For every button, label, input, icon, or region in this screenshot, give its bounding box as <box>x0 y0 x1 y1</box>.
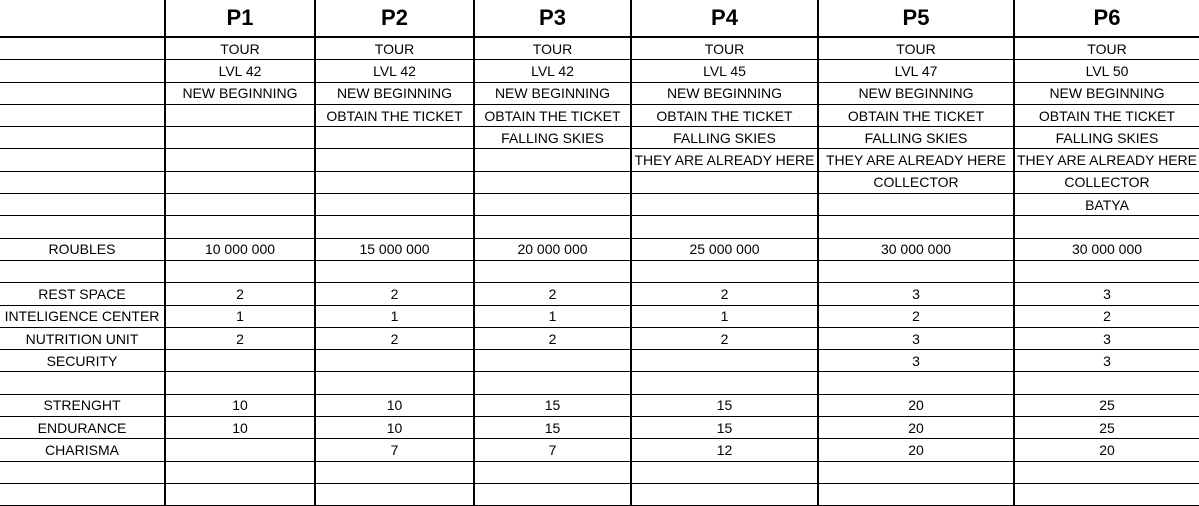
value-cell <box>315 216 474 238</box>
value-cell: 15 <box>631 394 818 416</box>
value-cell: 1 <box>631 305 818 327</box>
value-cell: 15 <box>631 417 818 439</box>
value-cell <box>165 260 315 282</box>
value-cell <box>631 171 818 193</box>
value-cell: 3 <box>1014 283 1199 305</box>
value-cell: THEY ARE ALREADY HERE <box>631 149 818 171</box>
value-cell: 2 <box>631 327 818 349</box>
value-cell: 2 <box>315 283 474 305</box>
value-cell: 1 <box>315 305 474 327</box>
value-cell <box>165 149 315 171</box>
value-cell <box>474 216 631 238</box>
value-cell: 3 <box>1014 350 1199 372</box>
value-cell: 30 000 000 <box>818 238 1014 260</box>
value-cell <box>631 483 818 505</box>
value-cell: 20 <box>818 417 1014 439</box>
value-cell: 15 <box>474 394 631 416</box>
value-cell: 3 <box>818 327 1014 349</box>
value-cell <box>1014 260 1199 282</box>
value-cell: NEW BEGINNING <box>631 82 818 104</box>
value-cell <box>165 350 315 372</box>
row-label: NUTRITION UNIT <box>0 327 165 349</box>
value-cell: TOUR <box>474 37 631 60</box>
value-cell <box>165 483 315 505</box>
value-cell <box>474 483 631 505</box>
value-cell <box>474 461 631 483</box>
blank-row <box>0 372 1199 394</box>
blank-row <box>0 216 1199 238</box>
row-label <box>0 171 165 193</box>
row-label <box>0 149 165 171</box>
value-cell <box>1014 216 1199 238</box>
value-cell: 2 <box>474 283 631 305</box>
quest-row <box>0 104 1199 126</box>
value-cell: 2 <box>1014 305 1199 327</box>
row-label: REST SPACE <box>0 283 165 305</box>
row-label: ROUBLES <box>0 238 165 260</box>
value-cell: LVL 42 <box>165 60 315 82</box>
value-cell <box>165 461 315 483</box>
row-label: STRENGHT <box>0 394 165 416</box>
value-cell: 2 <box>818 305 1014 327</box>
value-cell: THEY ARE ALREADY HERE <box>818 149 1014 171</box>
value-cell: LVL 42 <box>474 60 631 82</box>
value-cell: 12 <box>631 439 818 461</box>
value-cell: FALLING SKIES <box>631 127 818 149</box>
value-cell <box>315 171 474 193</box>
value-cell: 15 <box>474 417 631 439</box>
hideout-row <box>0 327 1199 349</box>
value-cell: OBTAIN THE TICKET <box>631 104 818 126</box>
value-cell: 3 <box>818 350 1014 372</box>
value-cell: 20 <box>1014 439 1199 461</box>
value-cell: FALLING SKIES <box>474 127 631 149</box>
value-cell <box>474 350 631 372</box>
value-cell: 2 <box>631 283 818 305</box>
value-cell <box>165 216 315 238</box>
value-cell: 25 000 000 <box>631 238 818 260</box>
blank-row <box>0 260 1199 282</box>
value-cell: TOUR <box>315 37 474 60</box>
value-cell: 15 000 000 <box>315 238 474 260</box>
value-cell: 20 <box>818 394 1014 416</box>
value-cell <box>165 372 315 394</box>
row-label <box>0 461 165 483</box>
value-cell: BATYA <box>1014 194 1199 216</box>
row-label <box>0 60 165 82</box>
value-cell: 10 <box>315 417 474 439</box>
quest-row <box>0 149 1199 171</box>
value-cell: 3 <box>1014 327 1199 349</box>
value-cell <box>631 194 818 216</box>
value-cell <box>1014 372 1199 394</box>
column-header: P3 <box>474 0 631 37</box>
blank-row <box>0 461 1199 483</box>
value-cell <box>818 461 1014 483</box>
row-label <box>0 260 165 282</box>
column-header: P5 <box>818 0 1014 37</box>
row-label: INTELIGENCE CENTER <box>0 305 165 327</box>
value-cell: 7 <box>474 439 631 461</box>
row-label: CHARISMA <box>0 439 165 461</box>
hideout-row <box>0 305 1199 327</box>
row-label <box>0 37 165 60</box>
value-cell <box>631 260 818 282</box>
value-cell: LVL 42 <box>315 60 474 82</box>
value-cell: NEW BEGINNING <box>474 82 631 104</box>
value-cell <box>315 127 474 149</box>
value-cell <box>315 350 474 372</box>
row-label <box>0 82 165 104</box>
value-cell <box>631 216 818 238</box>
value-cell <box>631 350 818 372</box>
row-label <box>0 104 165 126</box>
value-cell <box>631 372 818 394</box>
quest-row <box>0 127 1199 149</box>
value-cell <box>315 260 474 282</box>
skill-row <box>0 417 1199 439</box>
value-cell: OBTAIN THE TICKET <box>1014 104 1199 126</box>
value-cell <box>474 372 631 394</box>
roubles-row <box>0 238 1199 260</box>
value-cell: COLLECTOR <box>818 171 1014 193</box>
value-cell: COLLECTOR <box>1014 171 1199 193</box>
value-cell <box>631 461 818 483</box>
row-label <box>0 372 165 394</box>
value-cell: 3 <box>818 283 1014 305</box>
value-cell: FALLING SKIES <box>818 127 1014 149</box>
value-cell: OBTAIN THE TICKET <box>315 104 474 126</box>
skill-row <box>0 439 1199 461</box>
value-cell: FALLING SKIES <box>1014 127 1199 149</box>
value-cell: NEW BEGINNING <box>818 82 1014 104</box>
value-cell <box>315 372 474 394</box>
value-cell: OBTAIN THE TICKET <box>818 104 1014 126</box>
hideout-row <box>0 283 1199 305</box>
value-cell: OBTAIN THE TICKET <box>474 104 631 126</box>
value-cell <box>818 372 1014 394</box>
column-header: P2 <box>315 0 474 37</box>
value-cell: 10 <box>165 394 315 416</box>
value-cell <box>1014 461 1199 483</box>
blank-row <box>0 483 1199 505</box>
value-cell <box>818 216 1014 238</box>
value-cell <box>165 439 315 461</box>
value-cell: TOUR <box>1014 37 1199 60</box>
value-cell: 20 <box>818 439 1014 461</box>
value-cell <box>315 149 474 171</box>
row-label: ENDURANCE <box>0 417 165 439</box>
value-cell <box>818 483 1014 505</box>
value-cell: 10 <box>315 394 474 416</box>
value-cell: NEW BEGINNING <box>165 82 315 104</box>
quest-row <box>0 194 1199 216</box>
value-cell: 2 <box>165 283 315 305</box>
value-cell: 7 <box>315 439 474 461</box>
value-cell <box>315 461 474 483</box>
hideout-row <box>0 350 1199 372</box>
value-cell: 10 <box>165 417 315 439</box>
value-cell <box>818 260 1014 282</box>
column-header: P6 <box>1014 0 1199 37</box>
column-header: P4 <box>631 0 818 37</box>
value-cell: TOUR <box>818 37 1014 60</box>
value-cell <box>315 483 474 505</box>
value-cell <box>165 127 315 149</box>
value-cell: 25 <box>1014 417 1199 439</box>
value-cell: 30 000 000 <box>1014 238 1199 260</box>
row-label <box>0 127 165 149</box>
value-cell: 10 000 000 <box>165 238 315 260</box>
header-row <box>0 0 1199 37</box>
corner-cell <box>0 0 165 37</box>
value-cell: THEY ARE ALREADY HERE <box>1014 149 1199 171</box>
quest-row <box>0 171 1199 193</box>
row-label <box>0 483 165 505</box>
column-header: P1 <box>165 0 315 37</box>
value-cell: NEW BEGINNING <box>315 82 474 104</box>
value-cell <box>474 171 631 193</box>
quest-row <box>0 82 1199 104</box>
quest-row <box>0 37 1199 60</box>
value-cell: 25 <box>1014 394 1199 416</box>
quest-row <box>0 60 1199 82</box>
value-cell: TOUR <box>165 37 315 60</box>
skill-row <box>0 394 1199 416</box>
value-cell: LVL 47 <box>818 60 1014 82</box>
value-cell: 2 <box>165 327 315 349</box>
value-cell <box>818 194 1014 216</box>
value-cell: 1 <box>474 305 631 327</box>
value-cell <box>165 194 315 216</box>
value-cell <box>165 171 315 193</box>
value-cell <box>165 104 315 126</box>
value-cell: 2 <box>474 327 631 349</box>
value-cell: LVL 50 <box>1014 60 1199 82</box>
value-cell: LVL 45 <box>631 60 818 82</box>
row-label: SECURITY <box>0 350 165 372</box>
value-cell: 2 <box>315 327 474 349</box>
row-label <box>0 216 165 238</box>
value-cell: 20 000 000 <box>474 238 631 260</box>
value-cell: NEW BEGINNING <box>1014 82 1199 104</box>
value-cell: TOUR <box>631 37 818 60</box>
value-cell <box>315 194 474 216</box>
row-label <box>0 194 165 216</box>
value-cell <box>474 260 631 282</box>
value-cell: 1 <box>165 305 315 327</box>
value-cell <box>1014 483 1199 505</box>
value-cell <box>474 149 631 171</box>
value-cell <box>474 194 631 216</box>
